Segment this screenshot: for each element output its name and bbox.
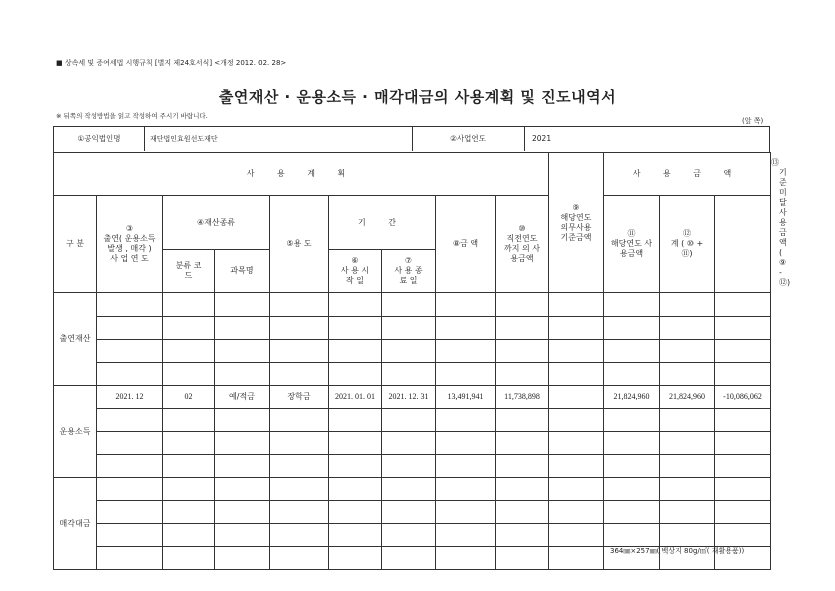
curr-used-num: ⑪ <box>627 229 636 238</box>
paper-spec-footer: 364㎜×257㎜( 백상지 80g/㎡( 재활용품)) <box>610 547 745 555</box>
operating-income-row <box>54 386 771 409</box>
row-shortfall: -10,086,062 <box>715 386 771 409</box>
row-total: 21,824,960 <box>660 386 715 409</box>
mandatory-num: ⑨ <box>572 202 580 212</box>
purpose-header: ⑤용 도 <box>270 196 329 293</box>
row-amount: 13,491,941 <box>436 386 496 409</box>
total-num: ⑫ <box>683 229 691 238</box>
mandatory-header <box>549 153 604 293</box>
mandatory-text: 해당연도 의무사용 기준금액 <box>560 212 592 242</box>
instruction-note: ※ 뒤쪽의 작성방법을 읽고 작성하여 주시기 바랍니다. <box>56 112 208 120</box>
row-account: 예/적금 <box>215 386 270 409</box>
section-operating-income: 운용소득 <box>54 386 97 478</box>
use-end-num: ⑦ <box>404 256 413 265</box>
prev-used-header <box>496 196 549 293</box>
category-header: 구 분 <box>54 196 97 293</box>
account-name-header: 과목명 <box>215 250 270 293</box>
regulation-note: ■ 상속세 및 증여세법 시행규칙 [별지 제24호서식] <개정 2012. 02. 28> <box>56 59 287 67</box>
prev-used-text: 직전연도 까지 의 사용금액 <box>504 234 540 263</box>
row-year: 2021. 12 <box>97 386 163 409</box>
section-sale-proceeds: 매각대금 <box>54 478 97 570</box>
use-start-header <box>329 250 382 293</box>
asset-type-header: ④재산종류 <box>163 196 270 250</box>
use-end-header <box>382 250 436 293</box>
source-year-num: ③ <box>125 224 134 233</box>
class-code-header: 분류 코드 <box>163 250 215 293</box>
row-end: 2021. 12. 31 <box>382 386 436 409</box>
curr-used-text: 해당연도 사용금액 <box>610 239 653 258</box>
form-title: 출연재산 · 운용소득 · 매각대금의 사용계획 및 진도내역서 <box>218 88 617 106</box>
period-header: 기 간 <box>329 196 436 250</box>
row-code: 02 <box>163 386 215 409</box>
info-row <box>53 126 770 152</box>
usage-plan-header: 사 용 계 획 <box>54 153 549 196</box>
curr-used-header <box>604 196 660 293</box>
corp-name-label: ①공익법인명 <box>54 127 145 151</box>
usage-table: 사 용 계 획 ⑨ 해당연도 의무사용 기준금액 사 용 금 액 ⑬ 기준미달 사용금액 ( ⑨ - ⑫) 구 분 ③ 출연( 운용소득 발생 , 매각 ) 사 업 연 도 ④재산종류 ⑤용 도 기 간 ⑧금 액 ⑩ 직전연도 까지 의 사용금액 ⑪ 해당연도 사용금액 ⑫ 계 ( ⑩ + ⑪) 분류 코드 과목명 ⑥ 사 용 시 작 일 ⑦ 사 용 종 료 일 출연재산 운용소득 2021. 12 02 예/적금 장학금 2021. 01. 01 2021. 12. 31 13,491,941 11,738,898 21,824,960 21,824,960 -10,086,062 매각대금 <box>53 152 771 570</box>
source-year-text: 출연( 운용소득 발생 , 매각 ) 사 업 연 도 <box>103 234 156 263</box>
total-header <box>660 196 715 293</box>
page-side-label: (앞 쪽) <box>742 117 764 125</box>
amount-header: ⑧금 액 <box>436 196 496 293</box>
row-start: 2021. 01. 01 <box>329 386 382 409</box>
shortfall-text: 기준미달 사용금액 ( ⑨ - ⑫) <box>779 167 791 287</box>
business-year-value: 2021 <box>532 134 552 143</box>
source-year-header <box>97 196 163 293</box>
row-curr-used: 21,824,960 <box>604 386 660 409</box>
row-mandatory: 11,738,898 <box>496 386 549 409</box>
row-prev-used <box>549 386 604 409</box>
prev-used-num: ⑩ <box>518 224 526 233</box>
use-end-text: 사 용 종 료 일 <box>394 266 423 285</box>
usage-amount-header: 사 용 금 액 <box>604 153 771 196</box>
business-year-label: ②사업연도 <box>412 127 525 151</box>
section-contributed: 출연재산 <box>54 293 97 386</box>
use-start-text: 사 용 시 작 일 <box>340 266 370 285</box>
corp-name-value: 재단법인효원선도재단 <box>150 135 218 143</box>
total-text: 계 ( ⑩ + ⑪) <box>670 239 704 258</box>
row-purpose: 장학금 <box>270 386 329 409</box>
use-start-num: ⑥ <box>351 256 359 265</box>
